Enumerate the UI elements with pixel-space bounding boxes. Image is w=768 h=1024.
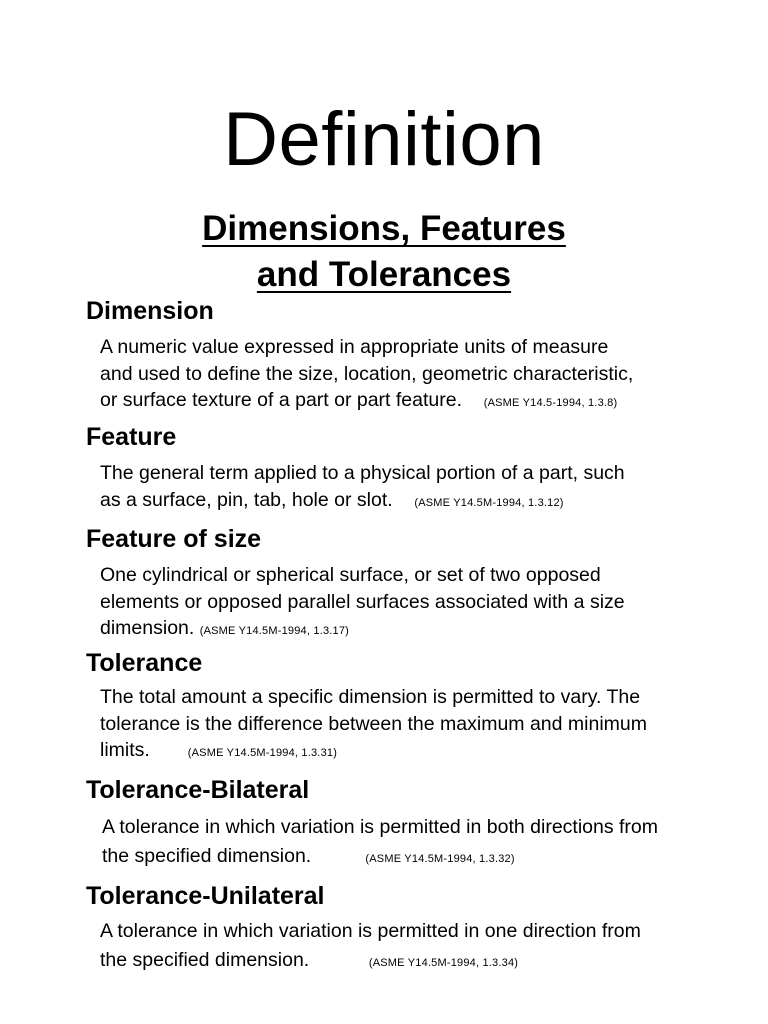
definition-line: as a surface, pin, tab, hole or slot. xyxy=(100,488,393,511)
definition-line: A numeric value expressed in appropriate units of measure xyxy=(100,336,609,358)
term-tolerance-unilateral: Tolerance-Unilateral xyxy=(86,882,325,910)
term-feature-of-size: Feature of size xyxy=(86,525,262,553)
definition-feature-of-size xyxy=(100,562,740,645)
reference-citation: (ASME Y14.5M-1994, 1.3.32) xyxy=(365,852,515,865)
definition-tolerance-unilateral xyxy=(100,918,740,976)
page-subtitle xyxy=(0,206,768,298)
subtitle-line-2: and Tolerances xyxy=(256,255,512,294)
definition-line: The total amount a specific dimension is permitted to vary. The xyxy=(100,686,641,708)
definition-line: One cylindrical or spherical surface, or set of two opposed xyxy=(100,564,601,586)
definition-tolerance-bilateral xyxy=(102,814,742,872)
definition-line: and used to define the size, location, geometric characteristic, xyxy=(100,362,634,385)
definition-line: dimension. xyxy=(100,617,195,639)
reference-citation: (ASME Y14.5M-1994, 1.3.17) xyxy=(199,625,350,637)
definition-line: elements or opposed parallel surfaces associated with a size xyxy=(100,590,625,613)
reference-citation: (ASME Y14.5-1994, 1.3.8) xyxy=(483,397,618,409)
definition-line: A tolerance in which variation is permitted in both directions from xyxy=(102,816,659,838)
definition-line: tolerance is the difference between the maximum and minimum xyxy=(100,712,647,735)
definition-line: limits. xyxy=(100,739,150,761)
definition-line: A tolerance in which variation is permitted in one direction from xyxy=(100,920,641,942)
term-tolerance: Tolerance xyxy=(86,649,203,677)
term-feature: Feature xyxy=(86,423,177,451)
definition-dimension xyxy=(100,334,740,417)
reference-citation: (ASME Y14.5M-1994, 1.3.12) xyxy=(414,496,564,509)
subtitle-line-1: Dimensions, Features xyxy=(202,209,566,248)
term-tolerance-bilateral: Tolerance-Bilateral xyxy=(86,776,310,804)
definition-tolerance xyxy=(100,684,740,767)
reference-citation: (ASME Y14.5M-1994, 1.3.34) xyxy=(368,956,519,969)
term-dimension: Dimension xyxy=(86,297,214,325)
reference-citation: (ASME Y14.5M-1994, 1.3.31) xyxy=(187,747,338,759)
definition-line: or surface texture of a part or part feature. xyxy=(100,389,463,411)
definition-line: the specified dimension. xyxy=(102,844,312,867)
page-title: Definition xyxy=(223,97,545,182)
definition-line: the specified dimension. xyxy=(100,948,310,971)
definition-line: The general term applied to a physical portion of a part, such xyxy=(100,462,625,484)
definition-feature xyxy=(100,460,740,516)
